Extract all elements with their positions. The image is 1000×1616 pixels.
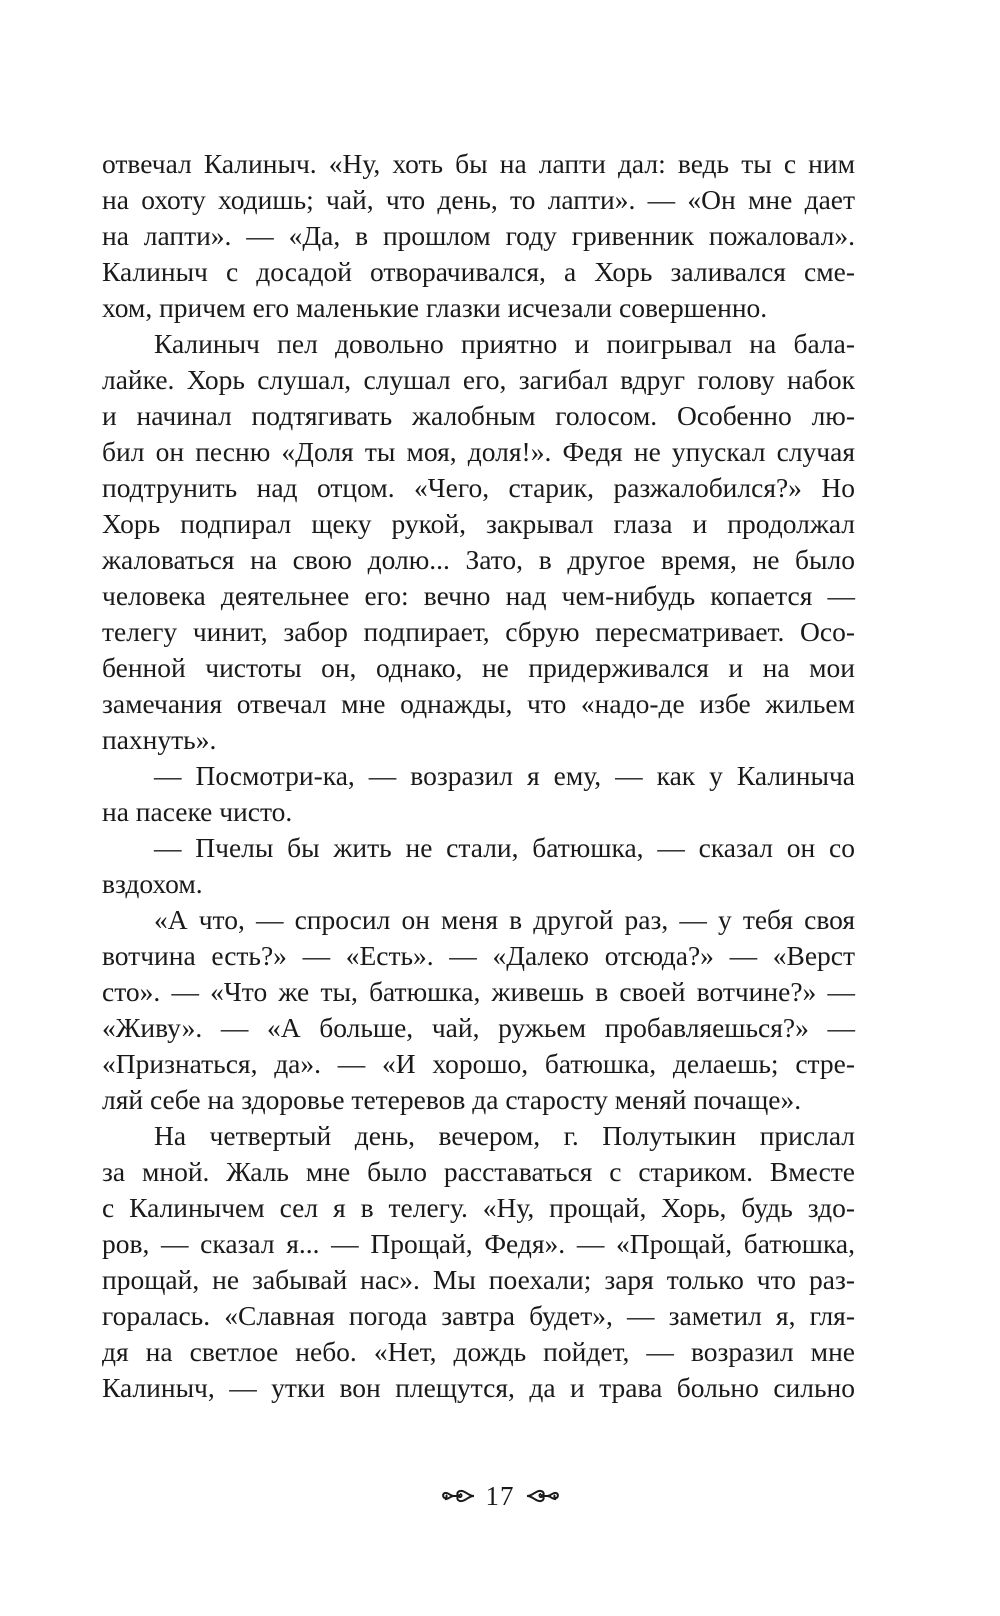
text-line: жаловаться на свою долю... Зато, в другое время, не было: [102, 544, 855, 575]
text-line: сто». — «Что же ты, батюшка, живешь в своей вотчине?» —: [102, 976, 855, 1007]
text-line: бил он песню «Доля ты моя, доля!». Федя не упускал случая: [102, 436, 855, 467]
page-number: 17: [485, 1480, 515, 1511]
text-line: на пасеке чисто.: [102, 796, 293, 827]
text-line: Калиныч, — утки вон плещутся, да и трава больно сильно: [102, 1372, 855, 1403]
text-line: пахнуть».: [102, 724, 217, 755]
page-footer: [0, 1476, 1000, 1516]
text-line: ров, — сказал я... — Прощай, Федя». — «Прощай, батюшка,: [102, 1228, 855, 1259]
text-line: «Признаться, да». — «И хорошо, батюшка, делаешь; стре-: [102, 1048, 855, 1079]
text-line: хом, причем его маленькие глазки исчезали совершенно.: [102, 292, 768, 323]
paragraph-first-line: Калиныч пел довольно приятно и поигрывал на бала-: [154, 328, 855, 359]
text-line: лайке. Хорь слушал, слушал его, загибал вдруг голову набок: [102, 364, 855, 395]
dialogue-first-line: — Посмотри-ка, — возразил я ему, — как у Калиныча: [154, 760, 855, 791]
text-line: прощай, не забывай нас». Мы поехали; заря только что раз-: [102, 1264, 855, 1295]
text-line: вотчина есть?» — «Есть». — «Далеко отсюда?» — «Верст: [102, 940, 855, 971]
text-line: бенной чистоты он, однако, не придерживался и на мои: [102, 652, 855, 683]
text-line: Калиныч с досадой отворачивался, а Хорь заливался сме-: [102, 256, 855, 287]
text-line: человека деятельнее его: вечно над чем-нибудь копается —: [102, 580, 855, 611]
text-line: Хорь подпирал щеку рукой, закрывал глаза и продолжал: [102, 508, 855, 539]
text-line: телегу чинит, забор подпирает, сбрую пересматривает. Осо-: [102, 616, 855, 647]
paragraph-first-line: «А что, — спросил он меня в другой раз, — у тебя своя: [154, 904, 855, 935]
text-line: замечания отвечал мне однажды, что «надо-де избе жильем: [102, 688, 855, 719]
text-line: на охоту ходишь; чай, что день, то лапти». — «Он мне дает: [102, 184, 855, 215]
ornament-left-icon: [440, 1485, 476, 1507]
text-line: за мной. Жаль мне было расставаться с стариком. Вместе: [102, 1156, 855, 1187]
text-line: отвечал Калиныч. «Ну, хоть бы на лапти дал: ведь ты с ним: [102, 148, 855, 179]
text-line: подтрунить над отцом. «Чего, старик, разжалобился?» Но: [102, 472, 855, 503]
text-line: дя на светлое небо. «Нет, дождь пойдет, — возразил мне: [102, 1336, 855, 1367]
text-line: на лапти». — «Да, в прошлом году гривенник пожаловал».: [102, 220, 855, 251]
text-line: вздохом.: [102, 868, 203, 899]
text-line: ляй себе на здоровье тетеревов да старосту меняй почаще».: [102, 1084, 802, 1115]
ornament-right-icon: [525, 1485, 561, 1507]
paragraph-first-line: На четвертый день, вечером, г. Полутыкин прислал: [154, 1120, 855, 1151]
text-line: «Живу». — «А больше, чай, ружьем пробавляешься?» —: [102, 1012, 855, 1043]
text-line: горалась. «Славная погода завтра будет», — заметил я, гля-: [102, 1300, 855, 1331]
text-line: с Калинычем сел я в телегу. «Ну, прощай, Хорь, будь здо-: [102, 1192, 855, 1223]
text-line: и начинал подтягивать жалобным голосом. Особенно лю-: [102, 400, 855, 431]
dialogue-first-line: — Пчелы бы жить не стали, батюшка, — сказал он со: [154, 832, 855, 863]
body-text: [102, 146, 855, 1406]
